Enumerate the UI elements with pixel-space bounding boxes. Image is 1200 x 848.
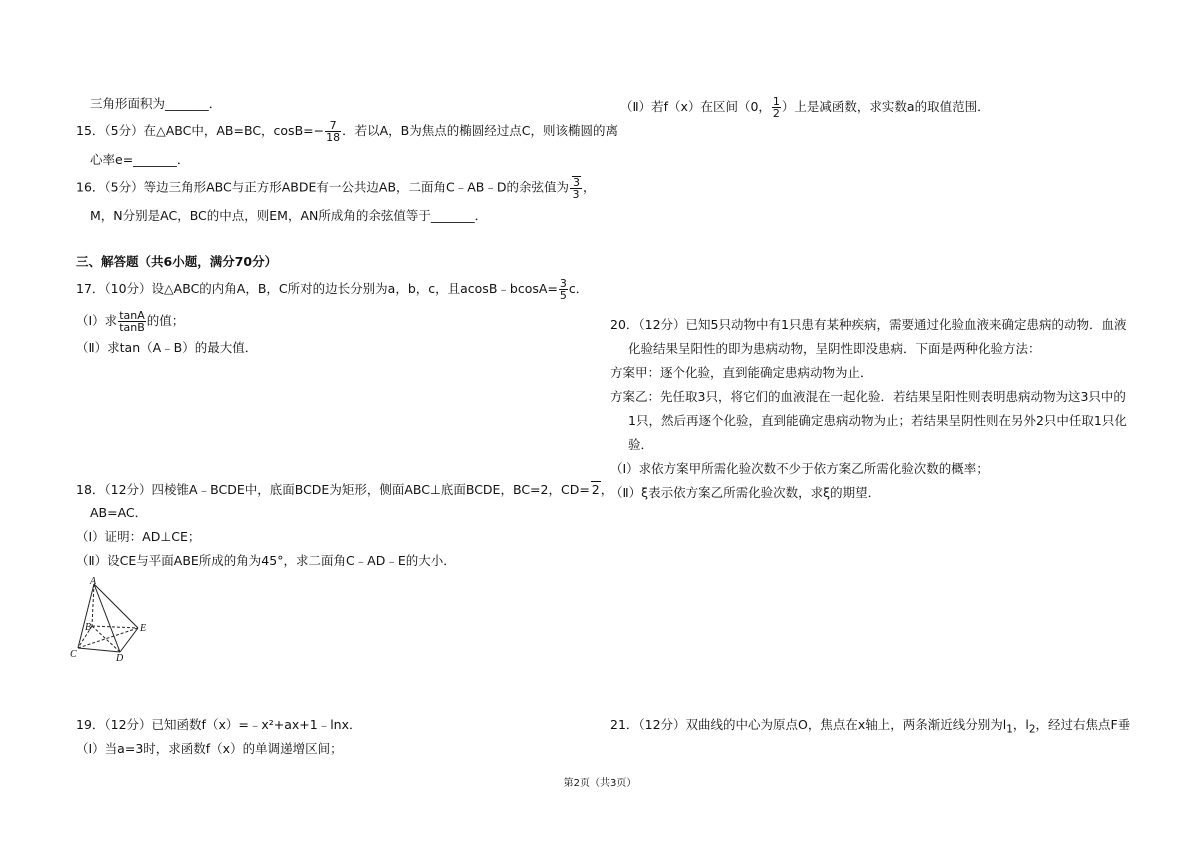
edge-DE: [120, 628, 138, 652]
q19p2-fraction: [772, 96, 781, 119]
label-B: B: [85, 622, 92, 633]
edge-BE: [92, 626, 138, 628]
q18-text-post: ，: [600, 482, 614, 497]
q19p2-frac-den: 2: [772, 107, 780, 120]
q15-line2: 心率e=_______．: [90, 152, 190, 167]
q17-part1: [76, 310, 184, 333]
label-D: D: [116, 653, 124, 662]
q17-text: 17．（10分）设△ABC的内角A，B，C所对的边长分别为a，b，c，且acosB﹣bcosA=: [76, 281, 558, 296]
q20-line3: 方案甲：逐个化验，直到能确定患病动物为止．: [610, 365, 873, 380]
q16-text: 16．（5分）等边三角形ABC与正方形ABDE有一公共边AB，二面角C﹣AB﹣D的余弦值为: [76, 179, 570, 195]
q19p2-text-post: ）上是减函数，求实数a的取值范围．: [781, 99, 990, 114]
q18-line2: AB=AC．: [90, 505, 148, 520]
q17-frac-num: 3: [559, 277, 567, 290]
q20-line2: 化验结果呈阳性的即为患病动物，呈阴性即没患病．下面是两种化验方法：: [628, 341, 1041, 356]
q14-tail: 三角形面积为_______．: [90, 96, 222, 111]
q18-line1: [76, 481, 613, 498]
pyramid-figure: [70, 576, 160, 662]
q15-text: 15．（5分）在△ABC中，AB=BC，cosB=−: [76, 123, 325, 138]
q15-text-post: ．若以A，B为焦点的椭圆经过点C，则该椭圆的离: [342, 123, 618, 138]
q17-p1-fraction: [118, 310, 146, 333]
q16-frac-den: 3: [572, 188, 580, 201]
q15-fraction: [325, 120, 341, 143]
q17-p1-pre: （Ⅰ）求: [76, 313, 118, 328]
q17-p1-den: tanB: [119, 321, 145, 334]
q17-line1: [76, 278, 588, 301]
q19-part2: [620, 96, 990, 119]
q21-sub1: 1: [1006, 723, 1013, 736]
q16-line1: [76, 176, 596, 200]
q20-line5: 1只，然后再逐个化验，直到能确定患病动物为止；若结果呈阴性则在另外2只中任取1只化: [628, 413, 1127, 428]
q21-text: 21．（12分）双曲线的中心为原点O，焦点在x轴上，两条渐近线分别为l: [610, 717, 1007, 732]
q19p2-frac-num: 1: [772, 95, 780, 108]
edge-BD: [92, 626, 120, 652]
q18-text: 18．（12分）四棱锥A﹣BCDE中，底面BCDE为矩形，侧面ABC⊥底面BCDE，BC=2，CD=: [76, 482, 590, 497]
edge-AC: [78, 584, 94, 648]
q21-sub2: 2: [1028, 723, 1036, 736]
q16-fraction: [570, 176, 582, 200]
label-E: E: [140, 623, 147, 634]
q17-part2: （Ⅱ）求tan（A﹣B）的最大值．: [76, 340, 258, 355]
q19-part1: （Ⅰ）当a=3时，求函数f（x）的单调递增区间；: [76, 741, 343, 756]
label-C: C: [70, 649, 77, 660]
q21-text-post: ，经过右焦点F垂: [1035, 717, 1131, 732]
q20-line4: 方案乙：先任取3只，将它们的血液混在一起化验．若结果呈阳性则表明患病动物为这3只中的: [610, 389, 1126, 404]
q15-frac-num: 7: [325, 120, 341, 132]
q17-fraction: [559, 278, 568, 301]
q20-part2: （Ⅱ）ξ表示依方案乙所需化验次数，求ξ的期望．: [610, 485, 881, 500]
q19-line1: 19．（12分）已知函数f（x）=﹣x²+ax+1﹣lnx．: [76, 717, 362, 732]
q21-mid: ，l: [1012, 717, 1029, 732]
q15-line1: [76, 120, 618, 143]
q17-text-post: c．: [568, 281, 589, 296]
q15-frac-den: 18: [326, 131, 341, 144]
q21-line1: [610, 717, 1130, 738]
q16-line2: M，N分别是AC，BC的中点，则EM，AN所成角的余弦值等于_______．: [90, 208, 488, 223]
edge-CD: [78, 648, 120, 652]
q20-line1: 20．（12分）已知5只动物中有1只患有某种疾病，需要通过化验血液来确定患病的动物．血液: [610, 317, 1127, 332]
q18-part1: （Ⅰ）证明：AD⊥CE；: [76, 529, 201, 544]
q20-part1: （Ⅰ）求依方案甲所需化验次数不少于依方案乙所需化验次数的概率；: [610, 461, 989, 476]
page-footer: 第2页（共3页）: [563, 778, 637, 789]
q18-sqrt: 2: [591, 482, 600, 497]
q16-sqrt: 3: [573, 176, 581, 189]
q20-line6: 验．: [628, 437, 654, 452]
q18-part2: （Ⅱ）设CE与平面ABE所成的角为45°，求二面角C﹣AD﹣E的大小．: [76, 553, 456, 568]
q17-frac-den: 5: [559, 289, 567, 302]
q17-p1-num: tanA: [119, 309, 145, 322]
edge-AE: [94, 584, 138, 628]
label-A: A: [90, 576, 97, 587]
q16-text-post: ，: [583, 179, 596, 195]
q17-p1-post: 的值；: [146, 313, 185, 328]
section-heading: 三、解答题（共6小题，满分70分）: [76, 254, 278, 269]
q19p2-text: （Ⅱ）若f（x）在区间（0，: [620, 99, 771, 114]
